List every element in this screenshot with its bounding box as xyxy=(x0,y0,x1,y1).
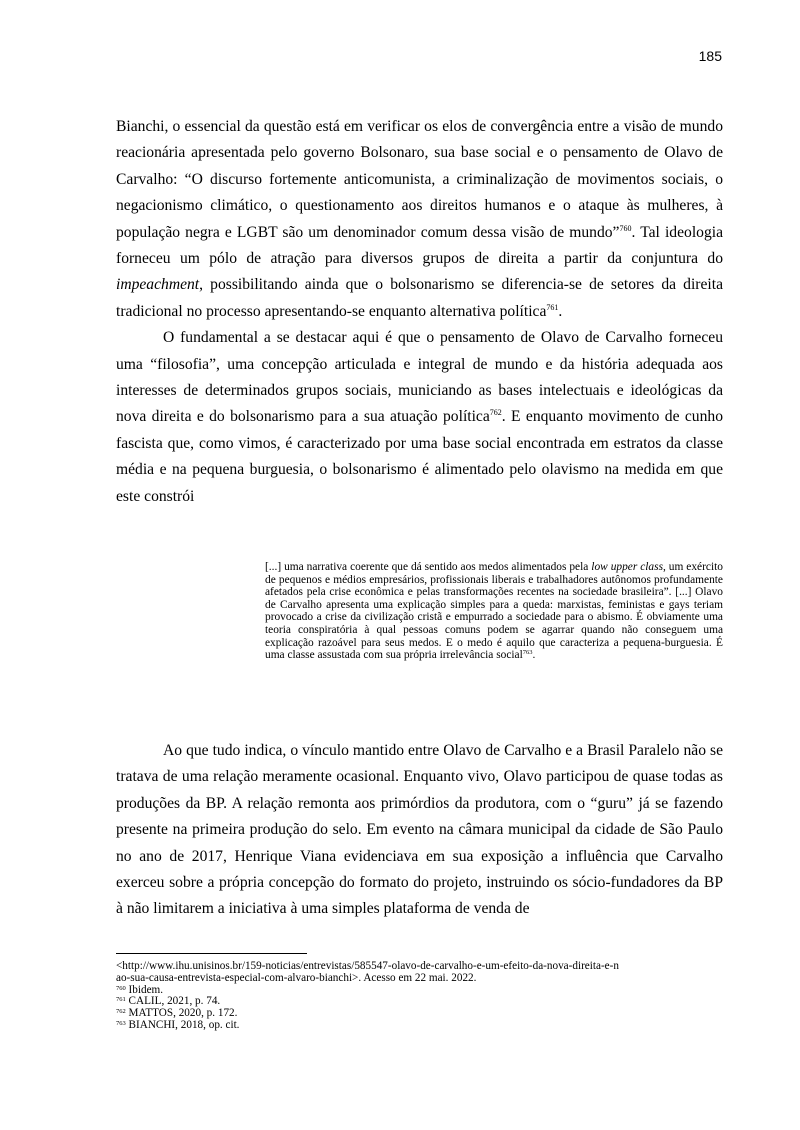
footnote-text: CALIL, 2021, p. 74. xyxy=(125,995,221,1008)
footnote-number: 760 xyxy=(116,984,126,992)
para1-italic: impeachment xyxy=(116,276,200,294)
block-quote xyxy=(265,561,723,662)
footnote-separator xyxy=(116,953,307,954)
para1-text-1: Bianchi, o essencial da questão está em verificar os elos de convergência entre a visão de mundo reacionária apresentada pelo governo Bolsonaro, sua base social e o pensamento de Olavo de Carvalho: “O discurso fortemente anticomunista, a criminalização de movimentos sociais, o negacionismo climático, o questionamento aos direitos humanos e o ataque às mulheres, à população negra e LGBT são um denominador comum dessa visão de mundo” xyxy=(116,118,723,241)
quote-text-1: [...] uma narrativa coerente que dá sentido aos medos alimentados pela xyxy=(265,561,592,573)
paragraph-2 xyxy=(116,325,723,510)
footnote-url-line-1[interactable]: <http://www.ihu.unisinos.br/159-noticias/entrevistas/585547-olavo-de-carvalho-e-um-efeito-da-nova-direita-e-n xyxy=(116,960,619,972)
footnote-number: 763 xyxy=(116,1019,126,1027)
para1-text-4: . xyxy=(558,302,563,320)
para1-text-3: , possibilitando ainda que o bolsonarismo se diferencia-se de setores da direita tradicional no processo apresentando-se enquanto alternativa política xyxy=(116,276,723,320)
footnote-text: Ibidem. xyxy=(125,983,164,996)
paragraph-1 xyxy=(116,114,723,325)
footnote-ref-762[interactable]: 762 xyxy=(489,408,502,418)
quote-italic: low upper class xyxy=(591,561,663,573)
main-text-block-2 xyxy=(116,738,723,923)
paragraph-3: Ao que tudo indica, o vínculo mantido entre Olavo de Carvalho e a Brasil Paralelo não se tratava de uma relação meramente ocasional. Enquanto vivo, Olavo participou de quase todas as produções da BP. A relação remonta aos primórdios da produtora, com o “guru” já se fazendo presente na primeira produção do selo. Em evento na câmara municipal da cidade de São Paulo no ano de 2017, Henrique Viana evidenciava em sua exposição a influência que Carvalho exerceu sobre a própria concepção do formato do projeto, instruindo os sócio-fundadores da BP à não limitarem a iniciativa à uma simples plataforma de venda de xyxy=(116,742,723,918)
page-number: 185 xyxy=(698,48,722,64)
footnote-ref-763[interactable]: 763 xyxy=(522,649,533,657)
footnote-ref-761[interactable]: 761 xyxy=(546,302,559,312)
footnote-text: MATTOS, 2020, p. 172. xyxy=(125,1007,238,1020)
main-text-block xyxy=(116,114,723,510)
para2-text-1: O fundamental a se destacar aqui é que o pensamento de Olavo de Carvalho forneceu uma “filosofia”, uma concepção articulada e integral de mundo e da história adequada aos interesses de determinados grupos sociais, municiando as bases intelectuais e ideológicas da nova direita e do bolsonarismo para a sua atuação política xyxy=(116,329,723,426)
footnote-ref-760[interactable]: 760 xyxy=(619,223,632,233)
footnotes xyxy=(116,961,726,1032)
quote-text-2: , um exército de pequenos e médios empresários, profissionais liberais e trabalhadores autônomos profundamente afetados pela crise econômica e pelas transformações recentes na sociedade brasileira”. [...] Olavo de Carvalho apresenta uma explicação simples para a queda: marxistas, feministas e gays teriam provocado a crise da civilização cristã e empurrado a sociedade para o abismo. É obviamente uma teoria conspiratória à qual pessoas comuns podem se agarrar quando não conseguem uma explicação razoável para seus medos. E o medo é aquilo que caracteriza a pequena-burguesia. É uma classe assustada com sua própria irrelevância social xyxy=(265,561,723,662)
para1-text-2: . Tal ideologia forneceu um pólo de atração para diversos grupos de direita a partir da conjuntura do xyxy=(116,223,723,268)
footnote-text: BIANCHI, 2018, op. cit. xyxy=(125,1018,240,1031)
footnote-763 xyxy=(116,1020,726,1032)
footnote-number: 761 xyxy=(116,996,126,1004)
footnote-url-line-2[interactable]: ao-sua-causa-entrevista-especial-com-alvaro-bianchi>. Acesso em 22 mai. 2022. xyxy=(116,971,477,984)
footnote-number: 762 xyxy=(116,1008,126,1016)
quote-text-3: . xyxy=(532,649,536,662)
para2-text-2: . E enquanto movimento de cunho fascista que, como vimos, é caracterizado por uma base social encontrada em estratos da classe média e na pequena burguesia, o bolsonarismo é alimentado pelo olavismo na medida em que este constrói xyxy=(116,408,723,505)
